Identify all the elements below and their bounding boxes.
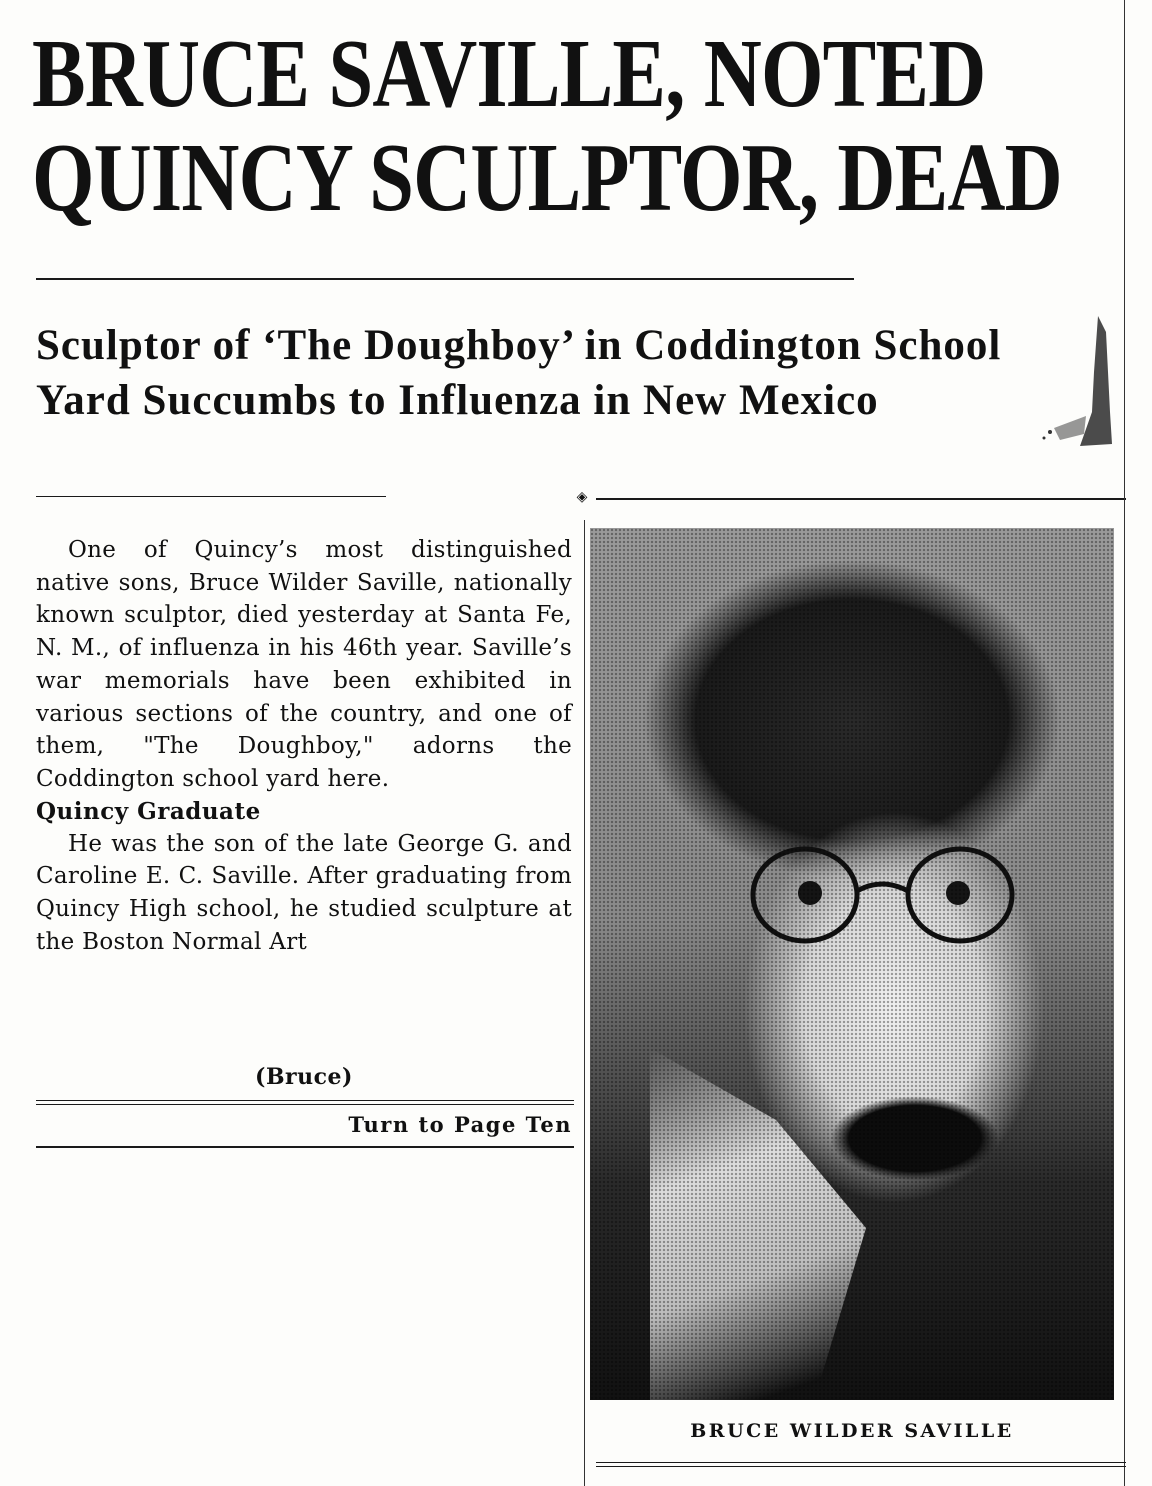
continuation-rule xyxy=(36,1100,574,1105)
continuation-line: Turn to Page Ten xyxy=(348,1112,572,1137)
subhead-rule-left xyxy=(36,496,386,497)
article-end-rule xyxy=(36,1146,574,1148)
continuation-slug: (Bruce) xyxy=(255,1064,353,1090)
portrait-collar xyxy=(650,1048,1010,1400)
printed-mark-graphic xyxy=(1040,312,1112,458)
portrait-photo xyxy=(590,528,1114,1400)
headline xyxy=(32,20,1062,232)
caption-rule xyxy=(596,1462,1126,1467)
article-paragraph: One of Quincy’s most distinguished native sons, Bruce Wilder Saville, nationally known sculptor, died yesterday at Santa Fe, N. M., of influenza in his 46th year. Saville’s war memorials have been exhibited in various sections of the country, and one of them, "The Doughboy," adorns the Coddington school yard here. xyxy=(36,537,572,792)
article-body xyxy=(36,534,572,958)
subhead: Sculptor of ‘The Doughboy’ in Coddington School Yard Succumbs to Influenza in New Mexico xyxy=(36,322,1002,424)
subhead-rule-right xyxy=(596,498,1126,500)
ornament-icon: ◈ xyxy=(576,490,588,505)
photo-caption: BRUCE WILDER SAVILLE xyxy=(690,1420,1014,1442)
page-edge-divider xyxy=(1124,0,1125,1486)
headline-rule xyxy=(36,278,854,280)
spectacles-graphic xyxy=(730,833,1030,953)
headline-line-1: BRUCE SAVILLE, NOTED xyxy=(32,20,986,128)
headline-line-2: QUINCY SCULPTOR, DEAD xyxy=(32,124,1062,232)
article-paragraph: He was the son of the late George G. and Caroline E. C. Saville. After graduating from Quincy High school, he studied sculpture at the Boston Normal Art xyxy=(36,830,572,955)
subsection-heading: Quincy Graduate xyxy=(36,797,261,825)
column-divider xyxy=(584,520,585,1486)
